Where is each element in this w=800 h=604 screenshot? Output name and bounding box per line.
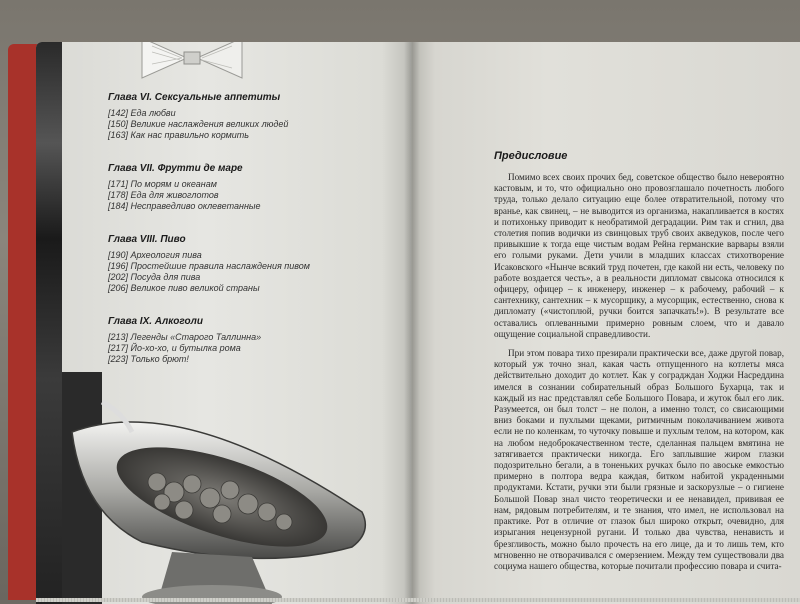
open-book [14, 38, 800, 600]
gravy-boat-photo [62, 372, 412, 604]
chapter-block [108, 92, 398, 141]
chapter-block [108, 316, 398, 365]
toc-entry: [202] Посуда для пива [108, 272, 201, 282]
chapter-title: Глава VI. Сексуальные аппетиты [108, 92, 281, 103]
toc-entry: [213] Легенды «Старого Таллинна» [108, 332, 262, 342]
toc-entry: [196] Простейшие правила наслаждения пивом [108, 261, 310, 271]
toc-entry: [163] Как нас правильно кормить [108, 130, 250, 140]
page-edge-photo [36, 42, 62, 604]
toc-entry: [142] Еда любви [108, 108, 176, 118]
chapter-title: Глава VII. Фрутти де маре [108, 163, 243, 174]
chapter-title: Глава VIII. Пиво [108, 234, 186, 245]
left-page [36, 42, 412, 604]
preface-section [494, 150, 784, 580]
section-title: Предисловие [494, 150, 568, 162]
toc-entry: [206] Великое пиво великой страны [108, 283, 260, 293]
chapter-block [108, 234, 398, 294]
toc-entry: [171] По морям и океанам [108, 179, 217, 189]
toc-entry: [190] Археология пива [108, 250, 202, 260]
paragraph: Помимо всех своих прочих бед, советское общество было невероятно кастовым, и то, что официально оно провозглашало почетность любого труда, только делало ситуацию еще более отвратительной, потому что вранье, как свинец, – не выводится из организма, накапливается в костях и потихоньку приводит к необратимой деградации. Рим так и сгнил, два столетия попив водички из свинцовых труб своих акведуков, после чего привыкшие к тогда еще чистым водам Рейна германские варвары взяли его голыми руками. Дети учили в младших классах стихотворение Исаковского «Нынче всякий труд почетен, где какой ни есть, человеку по работе воздается честь», а в реальности дипломат свысока относился к офицеру, офицер – к инженеру, инженер – к рабочему, рабочий – к сантехнику, сантехник – к мусорщику, а мусорщик, естественно, снова к дипломату («чистоплюй, ручки боится запачкать!»). В результате все оставались оплеванными примерно ровным слоем, что и давало ощущение социальной справедливости. [494, 172, 784, 339]
toc-entry: [217] Йо-хо-хо, и бутылка рома [108, 343, 241, 353]
page-stack-edge [36, 598, 800, 602]
pasta-photo [132, 42, 252, 98]
toc-entry: [150] Великие наслаждения великих людей [108, 119, 289, 129]
chapter-title: Глава IX. Алкоголи [108, 316, 203, 327]
book-gutter [404, 42, 420, 604]
paragraph: При этом повара тихо презирали практически все, даже другой повар, который уж точно знал, какая часть отпущенного на котлеты мяса действительно доходит до котлет. Как у соградждан Ходжи Насреддина имелся в сознании собирательный образ Большого Бухарца, так и каждый из нас представлял себе Большого Повара, и жуток был его лик. Разумеется, он был толст – не полон, а именно толст, со свисающими вниз боками и пухлыми щеками, ритмичным поколачиванием живота если не по коленкам, то чуточку повыше и пухлым телом, на котором, как на любом недоброкачественном тесте, сделанная пальцем вмятина не затягивается практически никогда. Его заплывшие жиром глазки подозрительно бегали, а в тоненьких ручках было по авоське емкостью примерно в полтора ведра каждая, битком набитой украденными продуктами. Кстати, ручки эти были грязные и заскорузлые – о гигиене Большой Повар знал чисто теоретически и ее ненавидел, прививая ее нам, рядовым потребителям, и те знания, что имел, не использовал на практике. Рот в отличие от глазок был широко открыт, очевидно, для изрыгания нецензурной ругани. И только два чувства, ненависть и брезгливость, можно было прочесть на его лице, да и то лишь тем, кто мгновенно не отворачивался с омерзением. Между тем существовали два социума нашего общества, которые почитали профессию повара и счита- [494, 348, 784, 571]
toc-entry: [223] Только брют! [108, 354, 189, 364]
toc-entry: [184] Несправедливо оклеветанные [108, 201, 261, 211]
table-of-contents [108, 92, 398, 387]
toc-entry: [178] Еда для живоглотов [108, 190, 219, 200]
right-page [412, 42, 800, 604]
chapter-block [108, 163, 398, 212]
